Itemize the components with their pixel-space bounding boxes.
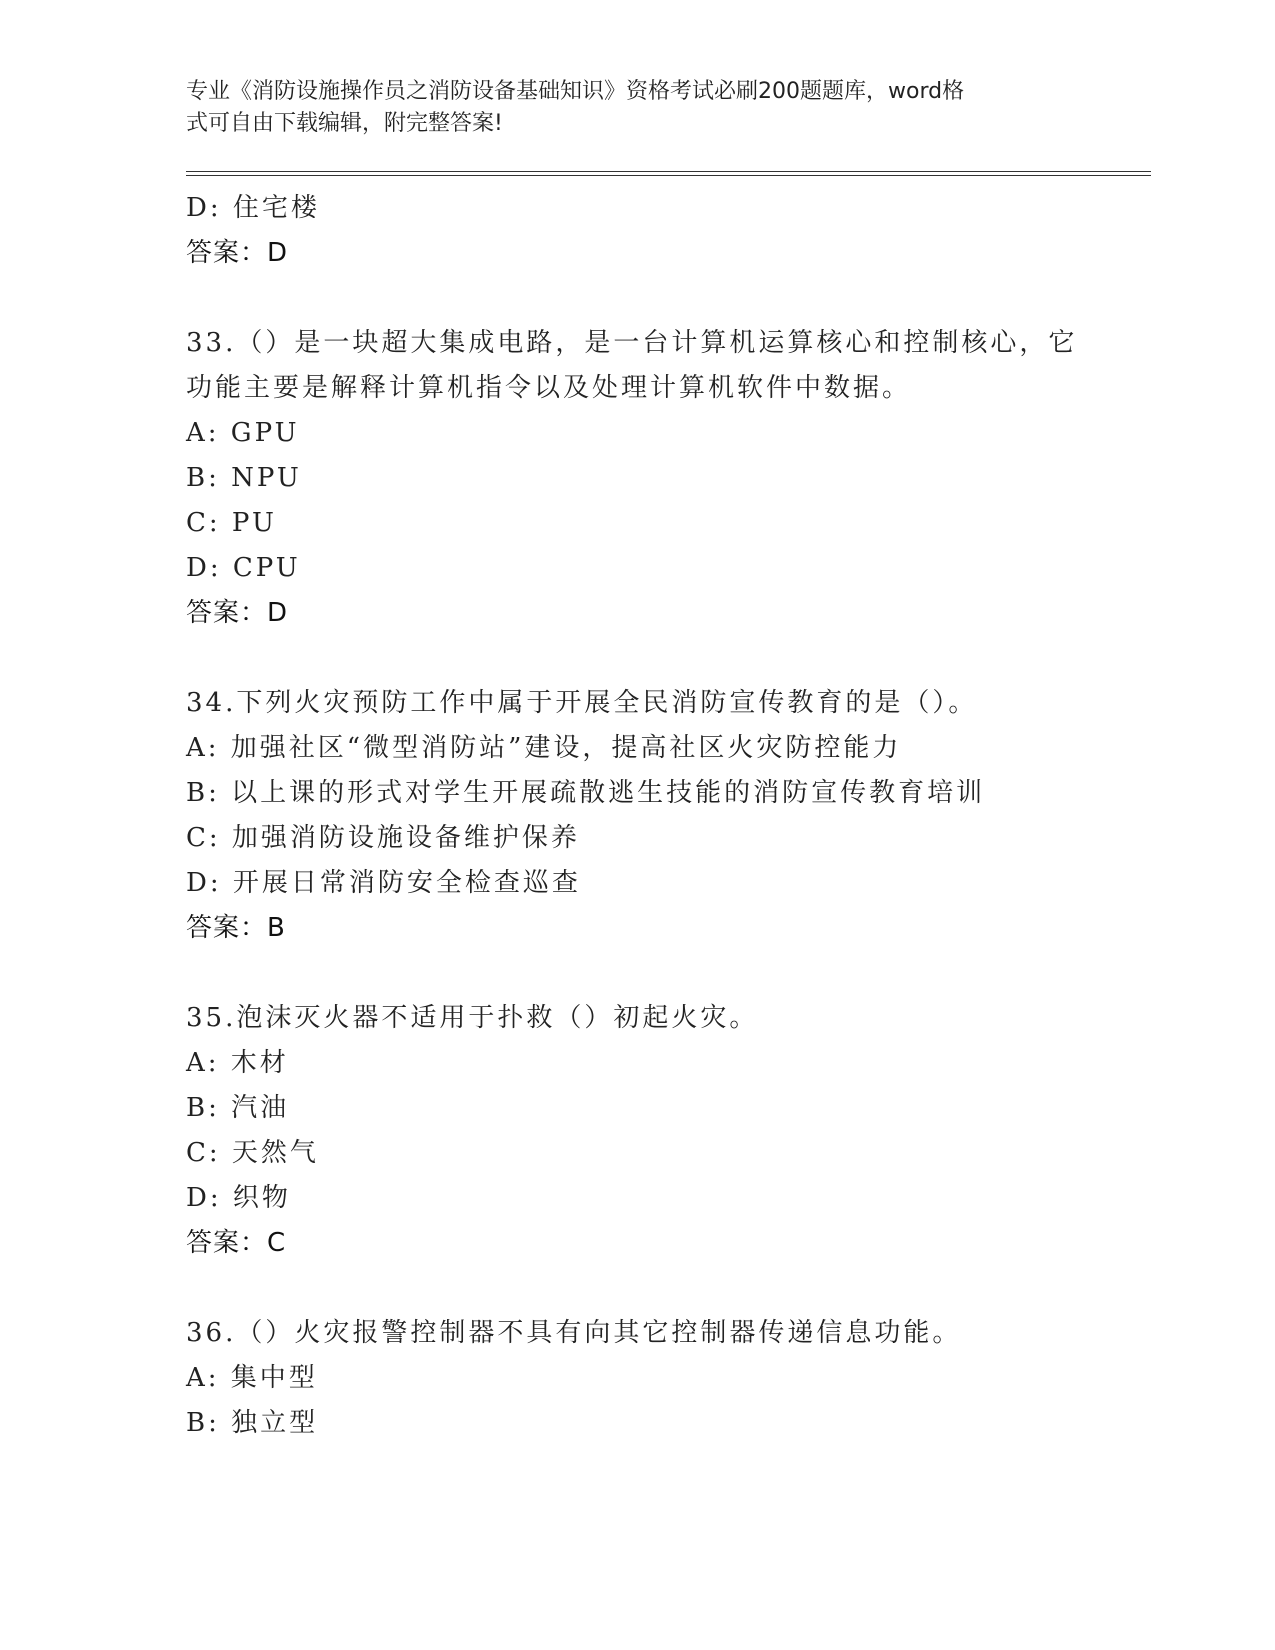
- option-c: C: 天然气: [186, 1138, 319, 1168]
- option-c: C: PU: [186, 508, 277, 538]
- question-stem: 36.（）火灾报警控制器不具有向其它控制器传递信息功能。: [186, 1318, 962, 1348]
- header-rule-bottom: [186, 175, 1151, 176]
- question-34: [186, 681, 1106, 951]
- previous-question-tail: [186, 186, 1106, 276]
- option-d: D: CPU: [186, 553, 301, 583]
- option-a: A: 木材: [186, 1048, 289, 1078]
- question-stem-continued: 功能主要是解释计算机指令以及处理计算机软件中数据。: [186, 373, 912, 403]
- document-header: [186, 76, 1066, 140]
- header-title-line-1: 专业《消防设施操作员之消防设备基础知识》资格考试必刷200题题库，word格: [186, 79, 965, 104]
- option-a: A: 加强社区“微型消防站”建设，提高社区火灾防控能力: [186, 733, 902, 763]
- answer: 答案：D: [186, 238, 289, 268]
- option-d: D: 织物: [186, 1183, 291, 1213]
- option-d: D: 住宅楼: [186, 193, 320, 223]
- option-d: D: 开展日常消防安全检查巡查: [186, 868, 581, 898]
- option-a: A: 集中型: [186, 1363, 318, 1393]
- option-b: B: 汽油: [186, 1093, 290, 1123]
- question-35: [186, 996, 1106, 1266]
- answer: 答案：D: [186, 598, 289, 628]
- option-b: B: 独立型: [186, 1408, 319, 1438]
- question-list: [186, 186, 1106, 1446]
- option-b: B: NPU: [186, 463, 302, 493]
- option-a: A: GPU: [186, 418, 300, 448]
- question-stem: 35.泡沫灭火器不适用于扑救（）初起火灾。: [186, 1003, 759, 1033]
- header-title-line-2: 式可自由下载编辑，附完整答案!: [186, 111, 503, 136]
- question-stem: 34.下列火灾预防工作中属于开展全民消防宣传教育的是（）。: [186, 688, 978, 718]
- question-36: [186, 1311, 1106, 1446]
- question-33: [186, 321, 1106, 636]
- option-b: B: 以上课的形式对学生开展疏散逃生技能的消防宣传教育培训: [186, 778, 986, 808]
- header-rule-top: [186, 171, 1151, 172]
- question-stem: 33.（）是一块超大集成电路，是一台计算机运算核心和控制核心，它: [186, 328, 1078, 358]
- answer: 答案：C: [186, 1228, 287, 1258]
- answer: 答案：B: [186, 913, 286, 943]
- option-c: C: 加强消防设施设备维护保养: [186, 823, 580, 853]
